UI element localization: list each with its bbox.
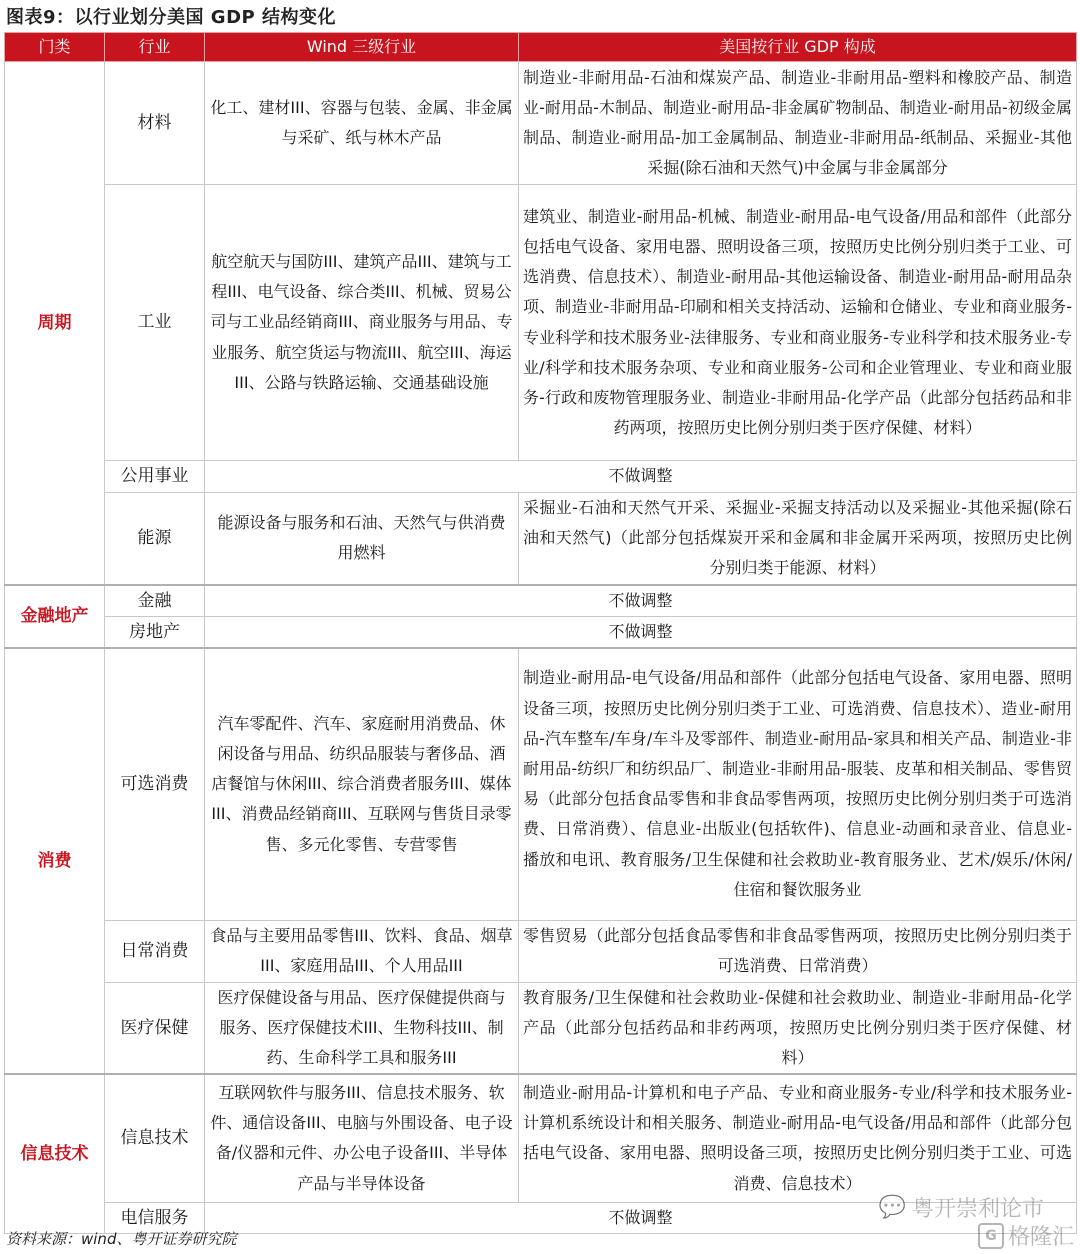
wind-consumer-staples: 食品与主要用品零售III、饮料、食品、烟草III、家庭用品III、个人用品III [205, 920, 519, 982]
table-header-row [5, 33, 1077, 62]
watermark-line1 [879, 1192, 1044, 1223]
sector-it: 信息技术 [5, 1074, 105, 1233]
industry-consumer-discretionary: 可选消费 [105, 648, 205, 920]
figure-title: 图表9：以行业划分美国 GDP 结构变化 [6, 7, 336, 28]
industry-finance: 金融 [105, 585, 205, 617]
gdp-consumer-discretionary: 制造业-耐用品-电气设备/用品和部件（此部分包括电气设备、家用电器、照明设备三项，按照历史比例分别归类于工业、可选消费、信息技术）、造业-耐用品-汽车整车/车身/车斗及零部件、制造业-耐用品-家具和相关产品、制造业-非耐用品-纺织厂和纺织品厂、制造业-非耐用品-服装、皮革和相关制品、零售贸易（此部分包括食品零售和非食品零售两项，按照历史比例分别归类于可选消费、日常消费）、信息业-出版业(包括软件)、信息业-动画和录音业、信息业-播放和电讯、教育服务/卫生保健和社会救助业-教育服务业、艺术/娱乐/休闲/住宿和餐饮服务业 [519, 648, 1077, 920]
table-row [5, 1074, 1077, 1202]
gelonghui-logo: G [978, 1223, 1004, 1249]
table-row [5, 982, 1077, 1074]
table-row [5, 585, 1077, 617]
header-wind: Wind 三级行业 [205, 33, 519, 62]
gdp-consumer-staples: 零售贸易（此部分包括食品零售和非食品零售两项，按照历史比例分别归类于可选消费、日常消费） [519, 920, 1077, 982]
gdp-energy: 采掘业-石油和天然气开采、采掘业-采掘支持活动以及采掘业-其他采掘(除石油和天然气)（此部分包括煤炭开采和金属和非金属开采两项，按照历史比例分别归类于能源、材料） [519, 493, 1077, 585]
table-row [5, 920, 1077, 982]
industry-real-estate: 房地产 [105, 616, 205, 648]
sector-consumer: 消费 [5, 648, 105, 1074]
no-change-real-estate: 不做调整 [205, 616, 1077, 648]
table-row [5, 616, 1077, 648]
gdp-materials: 制造业-非耐用品-石油和煤炭产品、制造业-非耐用品-塑料和橡胶产品、制造业-耐用品-木制品、制造业-耐用品-非金属矿物制品、制造业-耐用品-初级金属制品、制造业-耐用品-加工金属制品、制造业-非耐用品-纸制品、采掘业-其他采掘(除石油和天然气)中金属与非金属部分 [519, 62, 1077, 185]
industry-health-care: 医疗保健 [105, 982, 205, 1074]
gdp-health-care: 教育服务/卫生保健和社会救助业-保健和社会救助业、制造业-非耐用品-化学产品（此部分包括药品和非药两项，按照历史比例分别归类于医疗保健、材料） [519, 982, 1077, 1074]
gdp-structure-table [4, 32, 1077, 1234]
no-change-utilities: 不做调整 [205, 461, 1077, 493]
wind-materials: 化工、建材III、容器与包装、金属、非金属与采矿、纸与林木产品 [205, 62, 519, 185]
industry-telecom: 电信服务 [105, 1202, 205, 1233]
industry-industrials: 工业 [105, 185, 205, 461]
header-gdp: 美国按行业 GDP 构成 [519, 33, 1077, 62]
wind-information-technology: 互联网软件与服务III、信息技术服务、软件、通信设备III、电脑与外围设备、电子设备/仪器和元件、办公电子设备III、半导体产品与半导体设备 [205, 1074, 519, 1202]
header-industry: 行业 [105, 33, 205, 62]
table-row [5, 493, 1077, 585]
gdp-industrials: 建筑业、制造业-耐用品-机械、制造业-耐用品-电气设备/用品和部件（此部分包括电气设备、家用电器、照明设备三项，按照历史比例分别归类于工业、可选消费、信息技术）、制造业-耐用品-其他运输设备、制造业-耐用品-耐用品杂项、制造业-非耐用品-印刷和相关支持活动、运输和仓储业、专业和商业服务-专业科学和技术服务业-法律服务、专业和商业服务-专业科学和技术服务业-专业/科学和技术服务杂项、专业和商业服务-公司和企业管理业、专业和商业服务-行政和废物管理服务业、制造业-非耐用品-化学产品（此部分包括药品和非药两项，按照历史比例分别归类于医疗保健、材料） [519, 185, 1077, 461]
industry-utilities: 公用事业 [105, 461, 205, 493]
sector-cycle: 周期 [5, 62, 105, 585]
industry-information-technology: 信息技术 [105, 1074, 205, 1202]
wind-health-care: 医疗保健设备与用品、医疗保健提供商与服务、医疗保健技术III、生物科技III、制药、生命科学工具和服务III [205, 982, 519, 1074]
table-row [5, 461, 1077, 493]
wind-energy: 能源设备与服务和石油、天然气与供消费用燃料 [205, 493, 519, 585]
industry-energy: 能源 [105, 493, 205, 585]
watermark-line2 [978, 1220, 1074, 1251]
table-row [5, 62, 1077, 185]
no-change-telecom: 不做调整 [205, 1202, 1077, 1233]
table-row [5, 185, 1077, 461]
watermark-account: 粤开崇利论市 [911, 1197, 1044, 1222]
wechat-icon: 💬 [878, 1195, 906, 1220]
watermark-brand: 格隆汇 [1007, 1225, 1074, 1250]
gdp-information-technology: 制造业-耐用品-计算机和电子产品、专业和商业服务-专业/科学和技术服务业-计算机系统设计和相关服务、制造业-耐用品-电气设备/用品和部件（此部分包括电气设备、家用电器、照明设备三项，按照历史比例分别归类于工业、可选消费、信息技术） [519, 1074, 1077, 1202]
source-note: 资料来源：wind、粤开证券研究院 [6, 1230, 237, 1248]
industry-materials: 材料 [105, 62, 205, 185]
sector-finance: 金融地产 [5, 585, 105, 648]
wind-industrials: 航空航天与国防III、建筑产品III、建筑与工程III、电气设备、综合类III、机械、贸易公司与工业品经销商III、商业服务与用品、专业服务、航空货运与物流III、航空III、海运III、公路与铁路运输、交通基础设施 [205, 185, 519, 461]
wind-consumer-discretionary: 汽车零配件、汽车、家庭耐用消费品、休闲设备与用品、纺织品服装与奢侈品、酒店餐馆与休闲III、综合消费者服务III、媒体III、消费品经销商III、互联网与售货目录零售、多元化零售、专营零售 [205, 648, 519, 920]
header-sector: 门类 [5, 33, 105, 62]
table-row [5, 648, 1077, 920]
watermark [824, 1190, 1074, 1252]
industry-consumer-staples: 日常消费 [105, 920, 205, 982]
no-change-finance: 不做调整 [205, 585, 1077, 617]
